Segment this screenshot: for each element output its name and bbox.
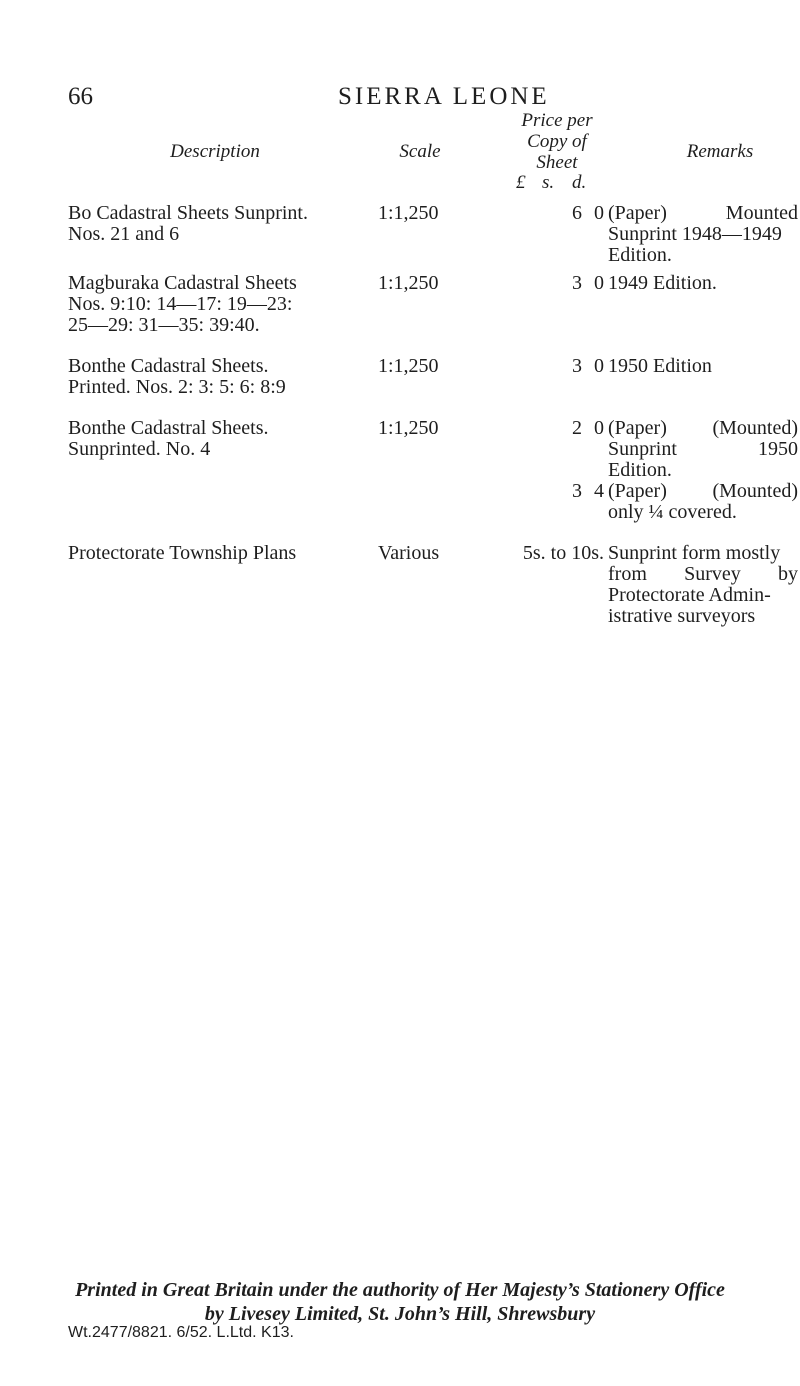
row-price	[486, 203, 604, 224]
imprint-line: Printed in Great Britain under the authority of Her Majesty’s Stationery Office	[75, 1279, 725, 1301]
row-price: 5s. to 10s.	[522, 542, 604, 564]
row-remarks	[608, 203, 798, 266]
page-title: SIERRA LEONE	[338, 83, 550, 110]
description-line: Bonthe Cadastral Sheets.	[68, 355, 269, 377]
price-shillings: 3	[572, 355, 582, 377]
row-description	[68, 418, 388, 460]
row-price	[486, 418, 604, 439]
column-header-remarks: Remarks	[686, 141, 754, 162]
remarks-line: Protectorate Admin-	[608, 584, 771, 606]
remarks-line	[608, 418, 798, 439]
row-price	[486, 356, 604, 377]
remarks-word: Mounted	[725, 202, 798, 224]
remarks-word: Survey	[684, 563, 741, 585]
row-remarks	[608, 273, 798, 294]
currency-pound: £	[516, 172, 526, 193]
description-line: 25—29: 31—35: 39:40.	[68, 314, 260, 336]
remarks-line: 1949 Edition.	[608, 272, 717, 294]
remarks-line: Edition.	[608, 459, 672, 481]
remarks-line	[608, 564, 798, 585]
row-remarks	[608, 356, 798, 377]
price-header-line2: Copy of	[527, 131, 587, 152]
remarks-line: Sunprint form mostly	[608, 542, 781, 564]
remarks-word: (Paper)	[608, 480, 667, 502]
currency-pence: d.	[572, 172, 587, 193]
remarks-word: (Mounted)	[712, 417, 798, 439]
print-code: Wt.2477/8821. 6/52. L.Ltd. K13.	[68, 1324, 294, 1341]
imprint-line: by Livesey Limited, St. John’s Hill, Shrewsbury	[204, 1303, 596, 1325]
description-line: Bo Cadastral Sheets Sunprint.	[68, 202, 308, 224]
price-pence: 0	[594, 202, 604, 224]
row-scale: 1:1,250	[378, 202, 439, 224]
price-header-line3: Sheet	[536, 152, 578, 173]
price-shillings: 3	[572, 272, 582, 294]
remarks-line	[608, 481, 798, 502]
price-shillings: 6	[572, 202, 582, 224]
price-shillings: 2	[572, 417, 582, 439]
description-line: Nos. 9:10: 14—17: 19—23:	[68, 293, 293, 315]
remarks-word: (Paper)	[608, 202, 667, 224]
row-scale: 1:1,250	[378, 417, 439, 439]
row-remarks	[608, 418, 798, 523]
price-pence: 0	[594, 355, 604, 377]
column-header-scale: Scale	[399, 141, 441, 162]
price-pence: 4	[594, 480, 604, 502]
remarks-word: 1950	[758, 438, 798, 460]
row-scale: 1:1,250	[378, 355, 439, 377]
remarks-line: Edition.	[608, 244, 672, 266]
remarks-word: (Mounted)	[712, 480, 798, 502]
description-line: Bonthe Cadastral Sheets.	[68, 417, 269, 439]
description-line: Nos. 21 and 6	[68, 223, 180, 245]
column-header-description: Description	[170, 141, 260, 162]
row-scale: Various	[378, 542, 440, 564]
remarks-line	[608, 203, 798, 224]
price-shillings: 3	[572, 480, 582, 502]
row-price	[486, 273, 604, 294]
remarks-line	[608, 439, 798, 460]
column-header-price	[482, 110, 632, 173]
publisher-imprint	[0, 1278, 800, 1326]
row-remarks	[608, 543, 798, 627]
remarks-line: 1950 Edition	[608, 355, 712, 377]
remarks-word: (Paper)	[608, 417, 667, 439]
remarks-line: Sunprint 1948—1949	[608, 223, 782, 245]
description-line: Printed. Nos. 2: 3: 5: 6: 8:9	[68, 376, 286, 398]
row-description	[68, 273, 388, 336]
currency-shilling: s.	[542, 172, 555, 193]
remarks-word: from	[608, 563, 647, 585]
price-pence: 0	[594, 272, 604, 294]
row-scale: 1:1,250	[378, 272, 439, 294]
description-line: Sunprinted. No. 4	[68, 438, 211, 460]
remarks-line: istrative surveyors	[608, 605, 756, 627]
row-price-secondary	[486, 481, 604, 502]
remarks-word: by	[778, 563, 798, 585]
row-description	[68, 356, 388, 398]
row-description	[68, 203, 388, 245]
page-number: 66	[68, 83, 93, 110]
price-header-line1: Price per	[521, 110, 593, 131]
price-pence: 0	[594, 417, 604, 439]
row-description	[68, 543, 388, 564]
remarks-line: only ¼ covered.	[608, 501, 737, 523]
description-line: Magburaka Cadastral Sheets	[68, 272, 297, 294]
description-line: Protectorate Township Plans	[68, 542, 297, 564]
currency-subheader	[516, 172, 586, 194]
remarks-word: Sunprint	[608, 438, 677, 460]
